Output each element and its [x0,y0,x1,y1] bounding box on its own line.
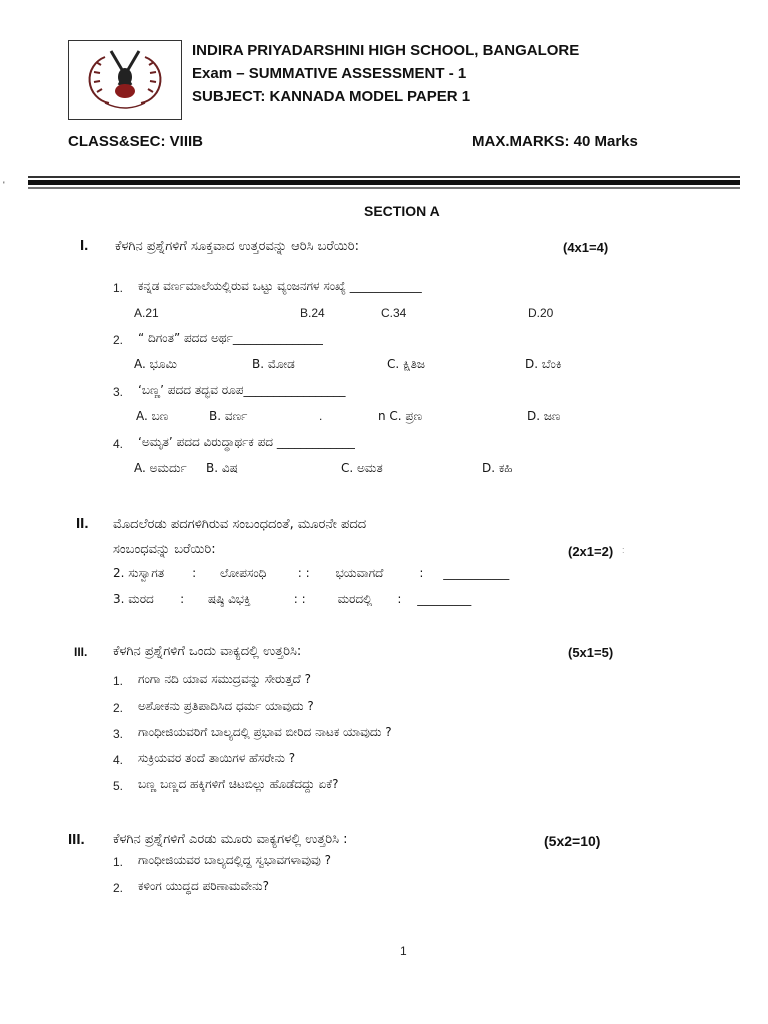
q1-option: B.24 [300,306,325,320]
q2-row-number: 3. [113,592,125,606]
class-section: CLASS&SEC: VIIIB [68,133,204,150]
q2-row [113,566,509,581]
q1-option: n C. ಪ್ರಣ [378,409,423,423]
q1-option: A. ಬಣ [136,409,169,423]
q1-marks: (4x1=4) [563,240,609,255]
q1-option: C. ಅಮತ [341,461,383,475]
q4-item-number: 2. [113,881,124,895]
q3-item-number: 3. [113,727,124,741]
q1-option: A.21 [134,306,159,320]
q1-instruction: ಕೆಳಗಿನ ಪ್ರಶ್ನೆಗಳಿಗೆ ಸೂಕ್ತವಾದ ಉತ್ತರವನ್ನು ಆರಿಸಿ ಬರೆಯಿರಿ: [115,239,360,254]
q1-option: C. ಕ್ಷಿತಿಜ [387,357,425,371]
q1-item-text: ಕನ್ನಡ ವರ್ಣಮಾಲೆಯಲ್ಲಿರುವ ಒಟ್ಟು ವ್ಯಂಜನಗಳ ಸಂಖ್ಯೆ ____________ [138,279,422,293]
q4-item-text: ಕಳಿಂಗ ಯುದ್ಧದ ಪರಿಣಾಮವೇನು? [138,879,269,893]
q2-separator: : : [297,566,310,580]
q1-option: A. ಅಮರ್ದು [134,461,187,475]
school-logo [68,40,182,120]
q3-roman-numeral: III. [74,645,88,659]
q2-row-number: 2. [113,566,125,580]
q4-roman-numeral: III. [68,831,85,848]
q2-answer-blank: _________ [417,592,472,606]
q2-separator: : [192,566,197,580]
q2-word-b: ಲೋಪಸಂಧಿ [219,566,267,580]
q3-instruction: ಕೆಳಗಿನ ಪ್ರಶ್ನೆಗಳಿಗೆ ಒಂದು ವಾಕ್ಯದಲ್ಲಿ ಉತ್ತರಿಸಿ: [113,644,302,659]
q1-roman-numeral: I. [80,237,89,254]
q1-option: B. ವಿಷ [206,461,238,475]
q2-word-c: ಭಯವಾಗದೆ [335,566,384,580]
q3-item-number: 5. [113,779,124,793]
exam-title: Exam – SUMMATIVE ASSESSMENT - 1 [192,65,467,82]
q2-separator: : : [293,592,306,606]
q2-stray-mark: : [622,545,625,555]
q3-item-number: 4. [113,753,124,767]
q3-item-text: ಅಶೋಕನು ಪ್ರತಿಪಾದಿಸಿದ ಧರ್ಮ ಯಾವುದು ? [138,699,314,713]
q2-word-b: ಷಷ್ಠಿ ವಿಭಕ್ತಿ [207,592,251,606]
q4-marks: (5x2=10) [544,833,601,849]
q1-option-stray-mark: . [319,409,323,423]
q1-option: B. ವರ್ಣ [209,409,248,423]
page-number: 1 [400,944,407,958]
q2-word-a: ಸುಸ್ವಾಗತ [128,566,165,580]
q1-item-text: ‘ಅಮೃತ’ ಪದದ ವಿರುದ್ಧಾರ್ಥಕ ಪದ _____________ [138,435,355,449]
q2-instruction-line1: ಮೊದಲೆರಡು ಪದಗಳಿಗಿರುವ ಸಂಬಂಧದಂತೆ, ಮೂರನೇ ಪದದ [113,517,367,532]
q2-answer-blank: ___________ [443,566,510,580]
q2-roman-numeral: II. [76,515,89,532]
q1-option: A. ಭೂಮಿ [134,357,177,371]
subject-title: SUBJECT: KANNADA MODEL PAPER 1 [192,88,471,105]
q1-item-text: “ ದಿಗಂತ” ಪದದ ಅರ್ಥ_______________ [138,331,323,345]
school-emblem-icon [69,41,181,119]
q1-option: B. ಮೋಡ [252,357,295,371]
q3-item-number: 1. [113,674,124,688]
q2-word-c: ಮರದಲ್ಲಿ [337,592,373,606]
q1-item-number: 2. [113,333,124,347]
header-divider [0,176,768,190]
margin-mark: ' [3,180,5,190]
q4-item-number: 1. [113,855,124,869]
q1-option: D. ಬೆಂಕಿ [525,357,562,371]
q3-item-text: ಗಂಗಾ ನದಿ ಯಾವ ಸಮುದ್ರವನ್ನು ಸೇರುತ್ತದೆ ? [138,672,311,686]
q3-item-number: 2. [113,701,124,715]
q2-separator: : [180,592,185,606]
q1-option: D.20 [528,306,554,320]
school-name: INDIRA PRIYADARSHINI HIGH SCHOOL, BANGALORE [192,42,580,59]
q3-marks: (5x1=5) [568,645,614,660]
max-marks: MAX.MARKS: 40 Marks [472,133,638,150]
q4-instruction: ಕೆಳಗಿನ ಪ್ರಶ್ನೆಗಳಿಗೆ ಎರಡು ಮೂರು ವಾಕ್ಯಗಳಲ್ಲಿ ಉತ್ತರಿಸಿ : [113,832,348,847]
q1-option: D. ಜಣ [527,409,561,423]
q3-item-text: ಸುಕ್ರಿಯವರ ತಂದೆ ತಾಯಿಗಳ ಹೆಸರೇನು ? [138,751,296,765]
q2-marks: (2x1=2) [568,544,614,559]
q2-word-a: ಮರದ [128,592,154,606]
section-title: SECTION A [364,203,440,219]
q4-item-text: ಗಾಂಧೀಜಿಯವರ ಬಾಲ್ಯದಲ್ಲಿದ್ದ ಸ್ವಭಾವಗಳಾವುವು ? [138,853,332,867]
q1-item-number: 3. [113,385,124,399]
q3-item-text: ಗಾಂಧೀಜಿಯವರಿಗೆ ಬಾಲ್ಯದಲ್ಲಿ ಪ್ರಭಾವ ಬೀರಿದ ನಾಟಕ ಯಾವುದು ? [138,725,392,739]
q1-item-number: 4. [113,437,124,451]
q2-row [113,592,471,607]
q3-item-text: ಬಣ್ಣ ಬಣ್ಣದ ಹಕ್ಕಿಗಳಿಗೆ ಚಿಟಬಿಲ್ಲು ಹೊಡೆದದ್ದು ಏಕೆ? [138,777,339,791]
q1-option: C.34 [381,306,407,320]
q2-instruction-line2: ಸಂಬಂಧವನ್ನು ಬರೆಯಿರಿ: [113,542,216,557]
q1-option: D. ಕಹಿ [482,461,513,475]
q2-separator: : [419,566,424,580]
q2-separator: : [397,592,402,606]
q1-item-number: 1. [113,281,124,295]
q1-item-text: ‘ಬಣ್ಣ’ ಪದದ ತದ್ಭವ ರೂಪ_________________ [138,383,346,397]
